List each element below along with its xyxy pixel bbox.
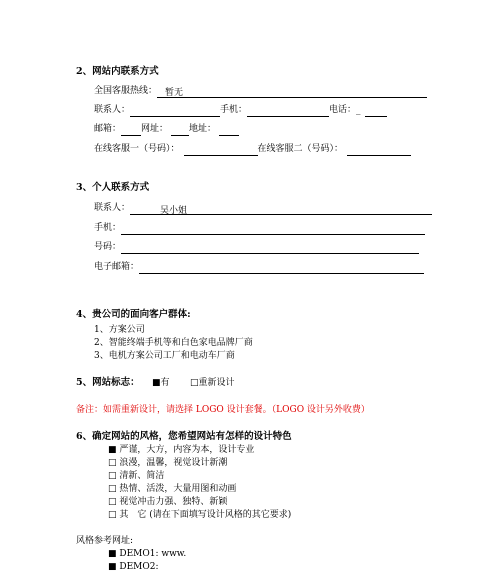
contact-row	[94, 103, 387, 117]
style-option-label: 视觉冲击力强、独特、新颖	[119, 497, 228, 507]
audience-item: 2、智能终端手机等和白色家电品牌厂商	[94, 338, 253, 348]
personal-contact-row	[94, 201, 432, 215]
section-5-heading: 5、网站标志：	[76, 377, 140, 388]
qq1-label: 在线客服一（号码）：	[94, 144, 180, 154]
style-option[interactable]	[108, 456, 227, 470]
audience-item: 1、方案公司	[94, 325, 145, 335]
reference-item-label: DEMO1: www.	[119, 549, 187, 559]
contact-label: 联系人：	[94, 105, 131, 115]
tel-field[interactable]	[365, 105, 387, 117]
unchecked-box-icon: □	[108, 510, 117, 520]
logo-option-redesign-label: 重新设计	[198, 378, 235, 388]
style-option[interactable]	[108, 508, 291, 522]
site-field[interactable]	[171, 124, 189, 136]
checked-box-icon: ■	[108, 445, 117, 455]
hotline-row	[94, 84, 427, 98]
logo-option-redesign[interactable]	[190, 376, 235, 390]
logo-option-have[interactable]	[152, 376, 170, 390]
personal-phone-row	[94, 221, 425, 235]
site-label: 网址：	[141, 124, 169, 134]
personal-contact-label: 联系人：	[94, 203, 131, 213]
style-option-label: 清新、简洁	[119, 471, 165, 481]
unchecked-box-icon: □	[108, 484, 117, 494]
hotline-field[interactable]: 暂无	[157, 86, 427, 98]
unchecked-box-icon: □	[108, 497, 117, 507]
section-4-heading: 4、贵公司的面向客户群体:	[76, 309, 191, 320]
unchecked-box-icon: □	[108, 458, 117, 468]
personal-email-label: 电子邮箱：	[94, 262, 140, 272]
style-option-label: 浪漫，温馨，视觉设计新潮	[119, 458, 228, 468]
contact-field[interactable]	[130, 105, 220, 117]
checked-box-icon: ■	[108, 562, 117, 572]
section-6-heading: 6、确定网站的风格，您希望网站有怎样的设计特色	[76, 431, 292, 442]
qq1-field[interactable]	[184, 144, 258, 156]
audience-item: 3、电机方案公司工厂和电动车厂商	[94, 351, 235, 361]
personal-number-field[interactable]	[121, 242, 419, 254]
addr-label: 地址：	[189, 124, 217, 134]
checked-box-icon: ■	[108, 549, 117, 559]
personal-phone-label: 手机：	[94, 223, 122, 233]
phone-label: 手机：	[220, 105, 248, 115]
style-option[interactable]	[108, 495, 227, 509]
style-option[interactable]	[108, 482, 236, 496]
reference-heading: 风格参考网址:	[76, 536, 134, 546]
personal-number-row	[94, 240, 419, 254]
tel-label: 电话：_	[329, 105, 361, 115]
personal-contact-field[interactable]: 吴小姐	[130, 204, 432, 215]
phone-field[interactable]	[247, 105, 329, 117]
email-field[interactable]	[121, 124, 141, 136]
qq2-label: 在线客服二（号码）：	[257, 144, 344, 154]
personal-email-field[interactable]	[139, 262, 424, 274]
qq2-field[interactable]	[347, 144, 411, 156]
reference-item[interactable]	[108, 547, 186, 561]
email-row	[94, 122, 239, 136]
logo-note: 备注：如需重新设计，请选择 LOGO 设计套餐。（LOGO 设计另外收费）	[76, 405, 370, 415]
style-option[interactable]	[108, 469, 164, 483]
addr-field[interactable]	[219, 124, 239, 136]
personal-email-row	[94, 260, 424, 274]
reference-item[interactable]	[108, 560, 159, 574]
logo-option-have-label: 有	[160, 378, 170, 388]
style-option-label: 严谨，大方，内容为本，设计专业	[119, 445, 255, 455]
style-option-label: 热情、活泼，大量用图和动画	[119, 484, 237, 494]
section-2-heading: 2、网站内联系方式	[76, 66, 159, 77]
section-3-heading: 3、个人联系方式	[76, 182, 150, 193]
unchecked-box-icon: □	[108, 471, 117, 481]
personal-number-label: 号码：	[94, 242, 122, 252]
online-service-row	[94, 142, 411, 156]
reference-item-label: DEMO2:	[119, 562, 159, 572]
style-option[interactable]	[108, 443, 254, 457]
unchecked-box-icon: □	[190, 378, 199, 388]
email-label: 邮箱：	[94, 124, 122, 134]
checked-box-icon: ■	[152, 378, 161, 388]
personal-phone-field[interactable]	[121, 223, 425, 235]
style-option-label: 其 它 (请在下面填写设计风格的其它要求)	[119, 510, 292, 520]
hotline-label: 全国客服热线：	[94, 86, 158, 96]
